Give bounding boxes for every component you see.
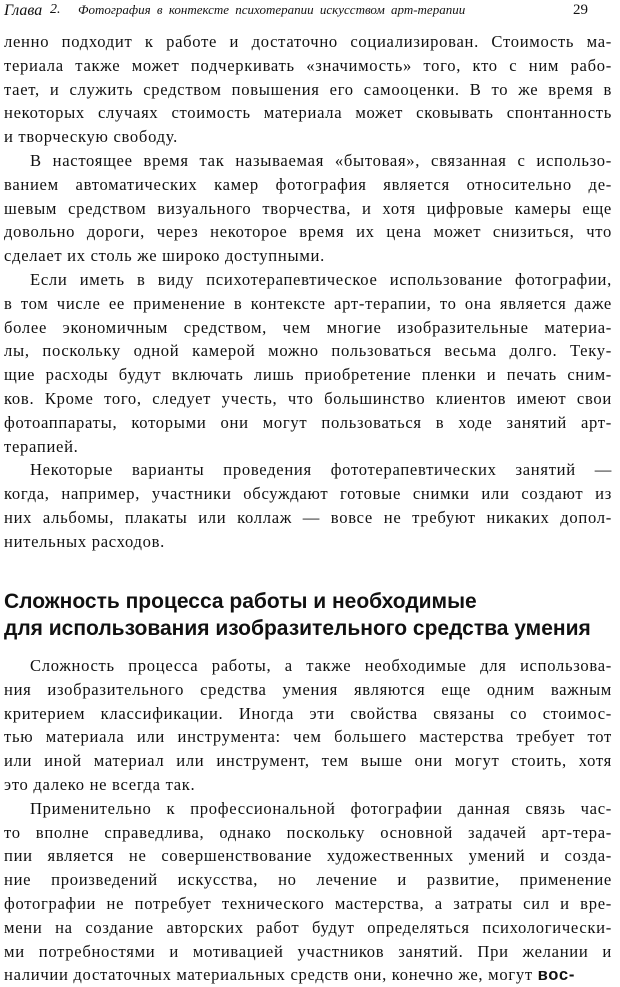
- text-line: терапией.: [4, 436, 79, 456]
- text-line: нительных расходов.: [4, 531, 166, 551]
- text-line: ние произведений искусства, но лечение и развитие, применение: [4, 870, 612, 890]
- text-line: то вполне справедлива, однако поскольку основной задачей арт-тера-: [4, 822, 612, 842]
- header-chapter-number: 2.: [50, 2, 61, 17]
- section-heading: [4, 588, 612, 642]
- text-line: шевым средством визуального творчества, и хотя цифровые камеры еще: [4, 198, 612, 218]
- text-line: критерием классификации. Иногда эти свойства связаны со стоимос-: [4, 703, 612, 723]
- text-line: В настоящее время так называемая «бытовая», связанная с использо-: [30, 150, 612, 170]
- text-line: тает, и служить средством повышения его самооценки. В то же время в: [4, 79, 612, 99]
- text-line: фотоаппараты, которыми они могут пользоваться в ходе занятий арт-: [4, 412, 612, 432]
- text-line: мени на создание авторских работ будут определяться психологически-: [4, 917, 612, 937]
- text-line: ния изобразительного средства умения являются еще одним важным: [4, 679, 612, 699]
- text-line: Некоторые варианты проведения фототерапевтических занятий —: [30, 460, 612, 480]
- text-line: в том числе ее применение в контексте арт-терапии, то она является даже: [4, 293, 612, 313]
- text-line: Сложность процесса работы, а также необходимые для использова-: [30, 656, 612, 675]
- heading-line: для использования изобразительного средства умения: [4, 617, 591, 640]
- text-line: щие расходы будут включать лишь приобретение пленки и печать сним-: [4, 365, 612, 385]
- text-line: фотографии не потребует технического мастерства, а затраты сил и вре-: [4, 893, 612, 913]
- text-line: пии является не совершенствование художественных умений и созда-: [4, 846, 612, 866]
- page-number: 29: [573, 2, 588, 18]
- heading-line: Сложность процесса работы и необходимые: [4, 590, 477, 613]
- text-line: ков. Кроме того, следует учесть, что большинство клиентов имеют свои: [4, 388, 612, 408]
- text-line: когда, например, участники обсуждают готовые снимки или создают из: [4, 484, 612, 504]
- text-line: териала также может подчеркивать «значимость» того, кто с ним рабо-: [4, 55, 612, 75]
- text-line: и творческую свободу.: [4, 127, 178, 147]
- text-line: это далеко не всегда так.: [4, 774, 196, 794]
- hyphenated-word: вос-: [537, 965, 576, 985]
- text-line: ленно подходит к работе и достаточно социализирован. Стоимость ма-: [4, 32, 612, 51]
- text-line: ми потребностями и мотивацией участников занятий. При желании и: [4, 941, 612, 961]
- text-block-2: [4, 654, 612, 987]
- text-line: них альбомы, плакаты или коллаж — вовсе не требуют никаких допол-: [4, 507, 612, 527]
- text-line: довольно дороги, через некоторое время их цена может снизиться, что: [4, 222, 612, 242]
- text-block-1: [4, 30, 612, 554]
- header-chapter: Глава: [4, 2, 43, 19]
- text-line: ванием автоматических камер фотография является относительно де-: [4, 174, 612, 194]
- text-line: или иной материал или инструмент, тем выше они могут стоить, хотя: [4, 751, 612, 771]
- text-line: некоторых случаях стоимость материала может сковывать спонтанность: [4, 103, 612, 123]
- text-line-final-body: наличии достаточных материальных средств они, конечно же, могут: [4, 965, 538, 985]
- text-line: Если иметь в виду психотерапевтическое использование фотографии,: [30, 269, 612, 289]
- text-line: тью материала или инструмента: чем большего мастерства требует тот: [4, 727, 612, 747]
- running-header: [0, 0, 620, 22]
- text-line: Применительно к профессиональной фотографии данная связь час-: [30, 798, 612, 818]
- text-line: сделает их столь же широко доступными.: [4, 246, 325, 266]
- text-line: более экономичным средством, чем многие изобразительные материа-: [4, 317, 612, 337]
- text-line: лы, поскольку одной камерой можно пользоваться весьма долго. Теку-: [4, 341, 612, 361]
- text-line-final: [4, 963, 612, 987]
- header-title: Фотография в контексте психотерапии искусством арт-терапии: [78, 2, 466, 17]
